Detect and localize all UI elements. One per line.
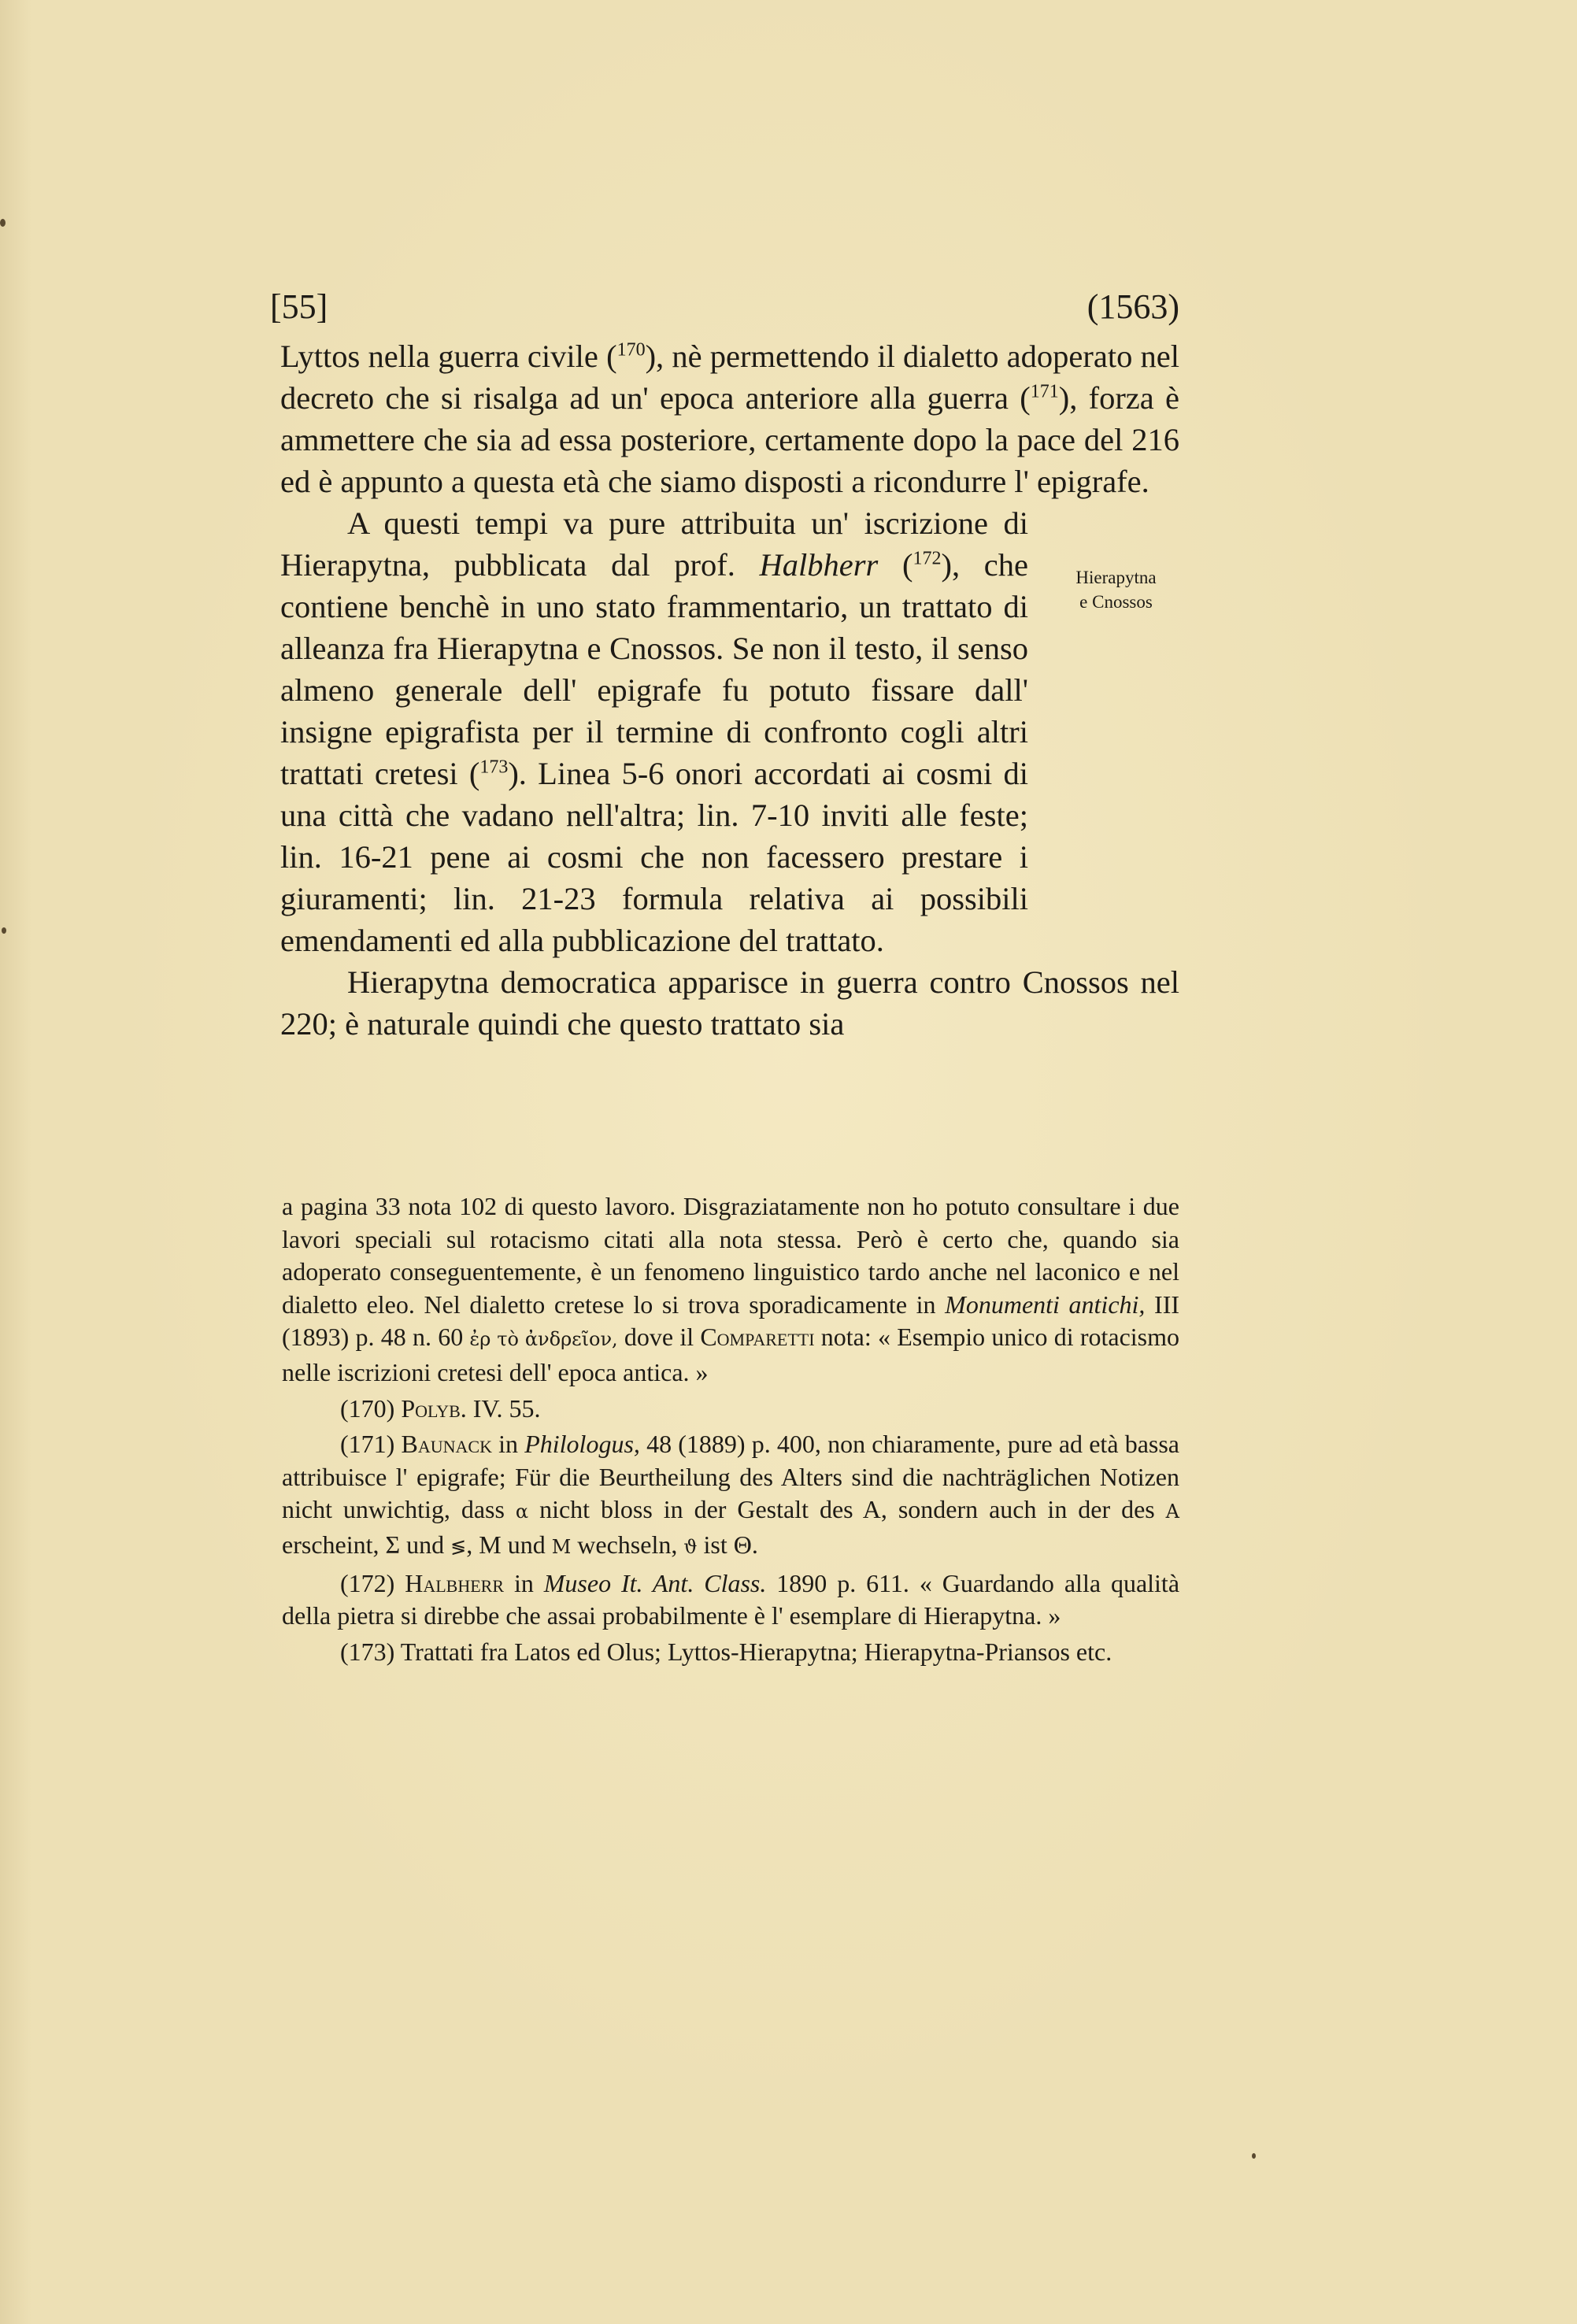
text-run: nicht bloss in der Gestalt des A, sondern auch in der des: [528, 1495, 1166, 1524]
text-run: ), forza è ammettere che sia ad essa posteriore, certamente dopo la pace del 216 ed è appunto a questa età che siamo disposti a ricondurre l' epigrafe.: [280, 380, 1179, 499]
letter-form: ≶: [450, 1535, 467, 1558]
footnote-172: [282, 1567, 1179, 1633]
text-run: ist Θ.: [697, 1530, 758, 1559]
footnote-number: (171): [340, 1430, 402, 1459]
text-run: ), nè permettendo il dialetto adoperato nel decreto che si risalga ad un' epoca anteriore alla guerra (: [280, 339, 1179, 416]
text-run: 48 (1889) p. 400, non chiaramente, pure ad età bassa attribuisce l' epigrafe; Für die Beurtheilung des Alters sind die nachträglichen Notizen nicht unwichtig, dass: [282, 1430, 1180, 1524]
footnotes: [282, 1190, 1179, 1668]
author-name: Halbherr: [759, 547, 879, 583]
footnote-ref: 171: [1030, 381, 1059, 402]
paper-speck: [1252, 2153, 1256, 2159]
letter-form: ϑ: [683, 1535, 698, 1558]
author-name: Halbherr: [405, 1568, 505, 1597]
footnote-170: [282, 1393, 1179, 1426]
text-run: ). Linea 5-6 onori accordati ai cosmi di una città che vadano nell'altra; lin. 7-10 inviti alle feste; lin. 16-21 pene ai cosmi che non facessero prestare i giuramenti; lin. 21-23 formula relativa ai possibili emendamenti ed alla pubblicazione del trattato.: [280, 756, 1028, 958]
footnote-ref: 172: [913, 548, 942, 569]
letter-form: α: [515, 1501, 529, 1523]
text-run: nota: « Esempio unico di rotacismo nelle iscrizioni cretesi dell' epoca antica. »: [282, 1323, 1179, 1386]
footnote-continuation: [282, 1190, 1179, 1390]
page-header: [270, 287, 1179, 334]
text-run: in: [504, 1568, 544, 1597]
text-run: Hierapytna democratica apparisce in guerra contro Cnossos nel 220; è naturale quindi che questo trattato sia: [280, 964, 1179, 1042]
text-run: , M und: [466, 1530, 552, 1559]
text-run: 1890 p. 611. « Guardando alla qualità della pietra si direbbe che assai probabilmente è l' esemplare di Hierapytna. »: [282, 1568, 1180, 1630]
cited-work: Philologus,: [524, 1430, 640, 1459]
footnote-173: [282, 1636, 1179, 1669]
footnote-number: (172): [340, 1568, 405, 1597]
volume-page-number: (1563): [1087, 287, 1179, 326]
cited-work: Monumenti antichi,: [945, 1290, 1146, 1319]
text-run: A questi tempi va pure attribuita un' iscrizione di Hierapytna, pubblicata dal prof.: [280, 505, 1028, 583]
author-name: Polyb.: [401, 1393, 467, 1423]
text-run: ), che contiene benchè in uno stato frammentario, un trattato di alleanza fra Hierapytna e Cnossos. Se non il testo, il senso almeno generale dell' epigrafe fu potuto fissare dall' insigne epigrafista per il termine di confronto cogli altri trattati cretesi (: [280, 547, 1028, 791]
text-run: IV. 55.: [466, 1393, 541, 1423]
text-run: (: [878, 547, 913, 583]
greek-quote: ἐρ τὸ ἀνδρεῖον,: [469, 1328, 618, 1351]
text-run: dove il: [617, 1323, 701, 1352]
text-run: (173) Trattati fra Latos ed Olus; Lyttos-Hierapytna; Hierapytna-Priansos etc.: [340, 1637, 1112, 1666]
text-run: wechseln,: [571, 1530, 684, 1559]
footnote-ref: 170: [616, 339, 646, 361]
text-run: a pagina 33 nota 102 di questo lavoro. Disgraziatamente non ho potuto consultare i due lavori speciali sul rotacismo citati alla nota stessa. Però è certo che, quando sia adoperato conseguentemente, è un fenomeno linguistico tardo anche nel laconico e nel dialetto eleo. Nel dialetto cretese lo si trova sporadicamente in: [282, 1192, 1179, 1319]
marginal-note-line-1: Hierapytna: [1075, 568, 1157, 587]
marginal-note-line-2: e Cnossos: [1079, 592, 1153, 612]
text-run: erscheint, Σ und: [282, 1530, 451, 1559]
paragraph-1: [280, 335, 1179, 502]
text-run: in: [491, 1430, 525, 1459]
text-run: Lyttos nella guerra civile (: [280, 339, 617, 374]
paragraph-2: [280, 502, 1028, 961]
footnote-ref: 173: [479, 757, 509, 778]
letter-form: A: [1165, 1501, 1180, 1523]
paragraph-3: [280, 961, 1179, 1045]
paper-speck: [0, 219, 6, 227]
main-text: [280, 335, 1179, 1045]
paper-speck: [2, 927, 6, 934]
section-page-number: [55]: [270, 287, 328, 326]
cited-work: Museo It. Ant. Class.: [543, 1568, 767, 1597]
letter-form: M: [551, 1535, 572, 1558]
footnote-171: [282, 1428, 1179, 1564]
author-name: Baunack: [401, 1430, 492, 1459]
footnote-number: (170): [340, 1393, 402, 1423]
text-run: III (1893) p. 48 n. 60: [282, 1290, 1180, 1352]
author-name: Comparetti: [700, 1323, 815, 1352]
